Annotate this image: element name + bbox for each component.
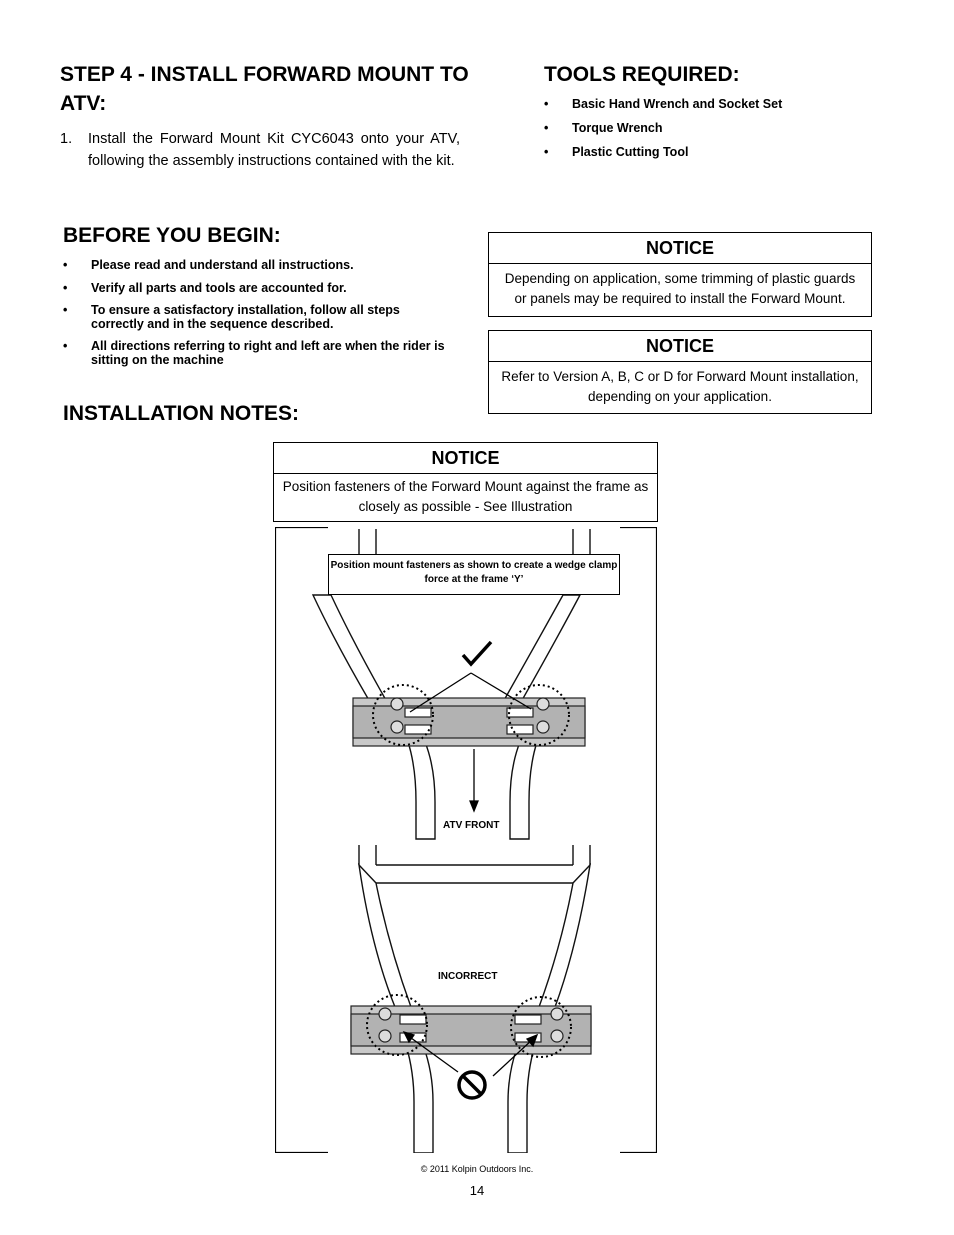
notice-box-version [488,330,872,414]
before-item [63,340,448,367]
before-label: To ensure a satisfactory installation, follow all steps correctly and in the sequence described. [91,303,400,331]
bullet-icon: • [63,303,68,317]
tools-list [544,97,844,169]
before-label: Verify all parts and tools are accounted for. [91,280,347,295]
before-list [63,259,448,376]
tool-item [544,97,844,112]
before-item [63,304,448,331]
notice-heading: NOTICE [274,443,657,474]
notice-heading: NOTICE [489,233,871,264]
page-number: 14 [469,1183,485,1198]
tool-label: Plastic Cutting Tool [572,145,689,159]
bullet-icon: • [63,258,68,272]
atv-front-label: ATV FRONT [443,820,500,831]
step-item [60,128,460,172]
tool-label: Torque Wrench [572,121,663,135]
step-list [60,128,460,172]
before-title: BEFORE YOU BEGIN: [63,224,281,247]
before-label: All directions referring to right and left are when the rider is sitting on the machine [91,339,445,367]
mount-bracket-incorrect [351,1006,591,1054]
bullet-icon: • [63,339,68,353]
notice-text: Depending on application, some trimming of plastic guards or panels may be required to install the Forward Mount. [504,271,856,306]
step-number: 1. [60,131,73,147]
notice-text: Position fasteners of the Forward Mount against the frame as closely as possible - See Illustration [282,479,649,514]
notice-box-fasteners [273,442,658,522]
mount-bracket-correct [353,698,585,746]
notice-text: Refer to Version A, B, C or D for Forward Mount installation, depending on your application. [501,369,859,404]
installation-notes-title: INSTALLATION NOTES: [63,402,300,425]
bullet-icon: • [63,280,68,295]
installation-illustration [275,527,657,1153]
frame-y-incorrect [359,845,590,1153]
bullet-icon: • [544,121,549,135]
notice-heading: NOTICE [489,331,871,362]
tool-label: Basic Hand Wrench and Socket Set [572,97,783,111]
tool-item [544,145,844,160]
illustration-callout: Position mount fasteners as shown to create a wedge clamp force at the frame ‘Y’ [328,554,620,595]
illustration-drawing [275,527,657,1153]
tool-item [544,121,844,136]
step-title: STEP 4 - INSTALL FORWARD MOUNT TO ATV: [60,63,469,115]
bullet-icon: • [544,97,549,111]
copyright-notice: © 2011 Kolpin Outdoors Inc. [420,1164,534,1174]
bullet-icon: • [544,145,549,159]
checkmark-icon [463,642,491,664]
step-text: Install the Forward Mount Kit CYC6043 onto your ATV, following the assembly instructions contained with the kit. [88,131,460,169]
notice-box-trimming [488,232,872,317]
incorrect-label: INCORRECT [438,971,498,982]
before-item [63,259,448,273]
tools-title: TOOLS REQUIRED: [544,63,740,86]
before-item [63,282,448,296]
prohibited-icon [459,1072,485,1098]
before-label: Please read and understand all instructions. [91,258,354,272]
